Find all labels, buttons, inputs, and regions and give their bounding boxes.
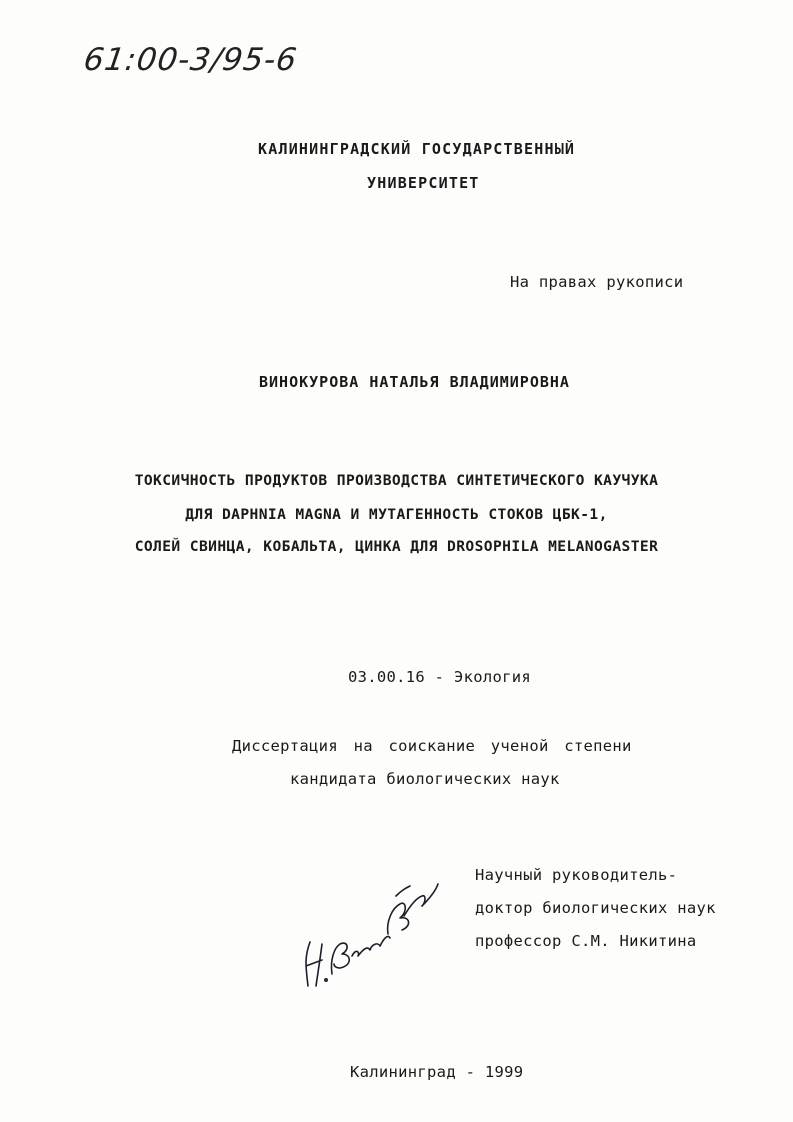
university-name-line1: КАЛИНИНГРАДСКИЙ ГОСУДАРСТВЕННЫЙ [258, 140, 576, 158]
place-and-year: Калининград - 1999 [350, 1063, 524, 1081]
dissertation-title-line-3: СОЛЕЙ СВИНЦА, КОБАЛЬТА, ЦИНКА ДЛЯ DROSOPHILA MELANOGASTER [134, 538, 659, 555]
manuscript-note: На правах рукописи [510, 273, 684, 291]
author-name: ВИНОКУРОВА НАТАЛЬЯ ВЛАДИМИРОВНА [259, 373, 570, 391]
supervisor-line2: доктор биологических наук [475, 899, 716, 917]
university-name-line2: УНИВЕРСИТЕТ [367, 174, 480, 192]
archive-code: 61:00-3/95-6 [81, 42, 300, 78]
dissertation-title-line-1: ТОКСИЧНОСТЬ ПРОДУКТОВ ПРОИЗВОДСТВА СИНТЕТИЧЕСКОГО КАУЧУКА [134, 472, 659, 489]
supervisor-line1: Научный руководитель- [475, 866, 678, 884]
degree-line2: кандидата биологических наук [290, 770, 560, 788]
supervisor-line3: профессор С.М. Никитина [475, 932, 697, 950]
handwritten-signature [292, 868, 442, 998]
degree-line1: Диссертация на соискание ученой степени [232, 737, 632, 755]
dissertation-title-line-2: ДЛЯ DAPHNIA MAGNA И МУТАГЕННОСТЬ СТОКОВ ЦБК-1, [185, 506, 608, 523]
specialty-code: 03.00.16 - Экология [348, 668, 532, 686]
